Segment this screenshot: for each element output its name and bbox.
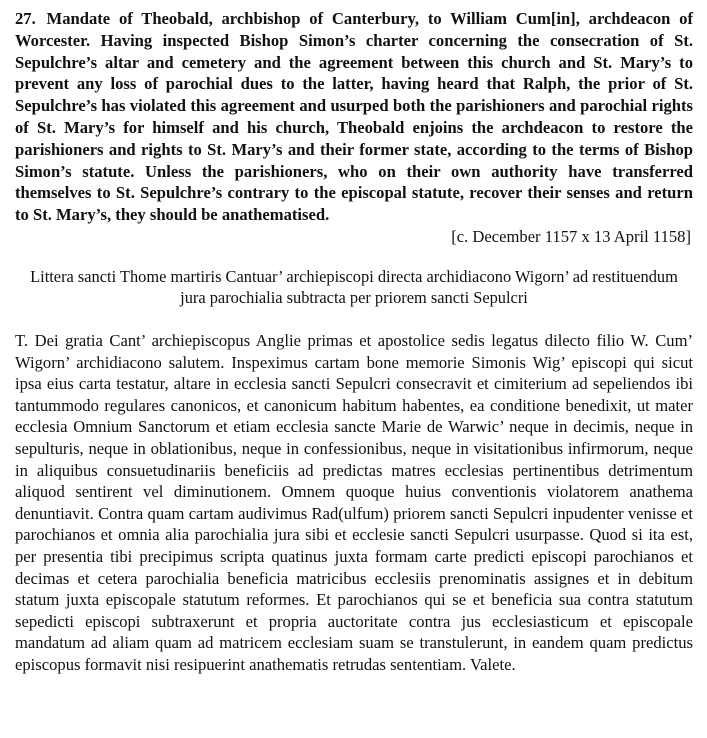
- entry-date: [c. December 1157 x 13 April 1158]: [451, 226, 691, 246]
- entry-summary: [15, 8, 693, 226]
- entry-number: 27.: [15, 9, 36, 28]
- document-heading: Littera sancti Thome martiris Cantuar’ archiepiscopi directa archidiacono Wigorn’ ad restituendum jura parochialia subtracta per priorem sancti Sepulcri: [30, 266, 678, 307]
- summary-text: Mandate of Theobald, archbishop of Canterbury, to William Cum[in], archdeacon of Worcester. Having inspected Bishop Simon’s charter concerning the consecration of St. Sepulchre’s altar and cemetery and the agreement between this church and St. Mary’s to prevent any loss of parochial dues to the latter, having heard that Ralph, the prior of St. Sepulchre’s has violated this agreement and usurped both the parishioners and parochial rights of St. Mary’s for himself and his church, Theobald enjoins the archdeacon to restore the parishioners and rights to St. Mary’s and their former state, according to the terms of Bishop Simon’s statute. Unless the parishioners, who on their own authority have transferred themselves to St. Sepulchre’s contrary to the episcopal statute, recover their senses and return to St. Mary’s, they should be anathematised.: [15, 9, 693, 225]
- document-text: T. Dei gratia Cant’ archiepiscopus Anglie primas et apostolice sedis legatus dilecto filio W. Cum’ Wigorn’ archidiacono salutem. Inspeximus cartam bone memorie Simonis Wig’ episcopi qui sicut ipsa eius carta testatur, altare in ecclesia sancti Sepulcri consecravit et cimiterium ad sepeliendos ibi tantummodo regulares canonicos, et canonicum habitum habentes, ea conditione benedixit, ut mater ecclesia Omnium Sanctorum et etiam ecclesia sancte Marie de Warwic’ neque in decimis, neque in sepulturis, neque in oblationibus, neque in confessionibus, neque in visitationibus infirmorum, neque in aliquibus consuetudinariis beneficiis ad predictas matres ecclesias pertinentibus detrimentum aliquod sentirent vel diminutionem. Omnem quoque huius conventionis violatorem anathema denuntiavit. Contra quam cartam audivimus Rad(ulfum) priorem sancti Sepulcri inpudenter venisse et parochianos et omnia alia parochialia jura sibi et ecclesie sancti Sepulcri usurpasse. Quod si ita est, per presentia tibi precipimus scripta quatinus juxta formam carte predicti episcopi parochianos et decimas et cetera parochialia beneficia matricibus ecclesiis prenominatis assignes et in debitum statum juxta episcopale statutum reformes. Et parochianos qui se et beneficia sua contra statutum sepedicti episcopi subtraxerunt et propria auctoritate contra jus ecclesiasticum et episcopale mandatum ad aliam quam ad matricem ecclesiam suam se transtulerunt, in eandem quam predictus episcopus formavit nisi resipuerint anathematis retrudas sententiam. Valete.: [15, 330, 693, 674]
